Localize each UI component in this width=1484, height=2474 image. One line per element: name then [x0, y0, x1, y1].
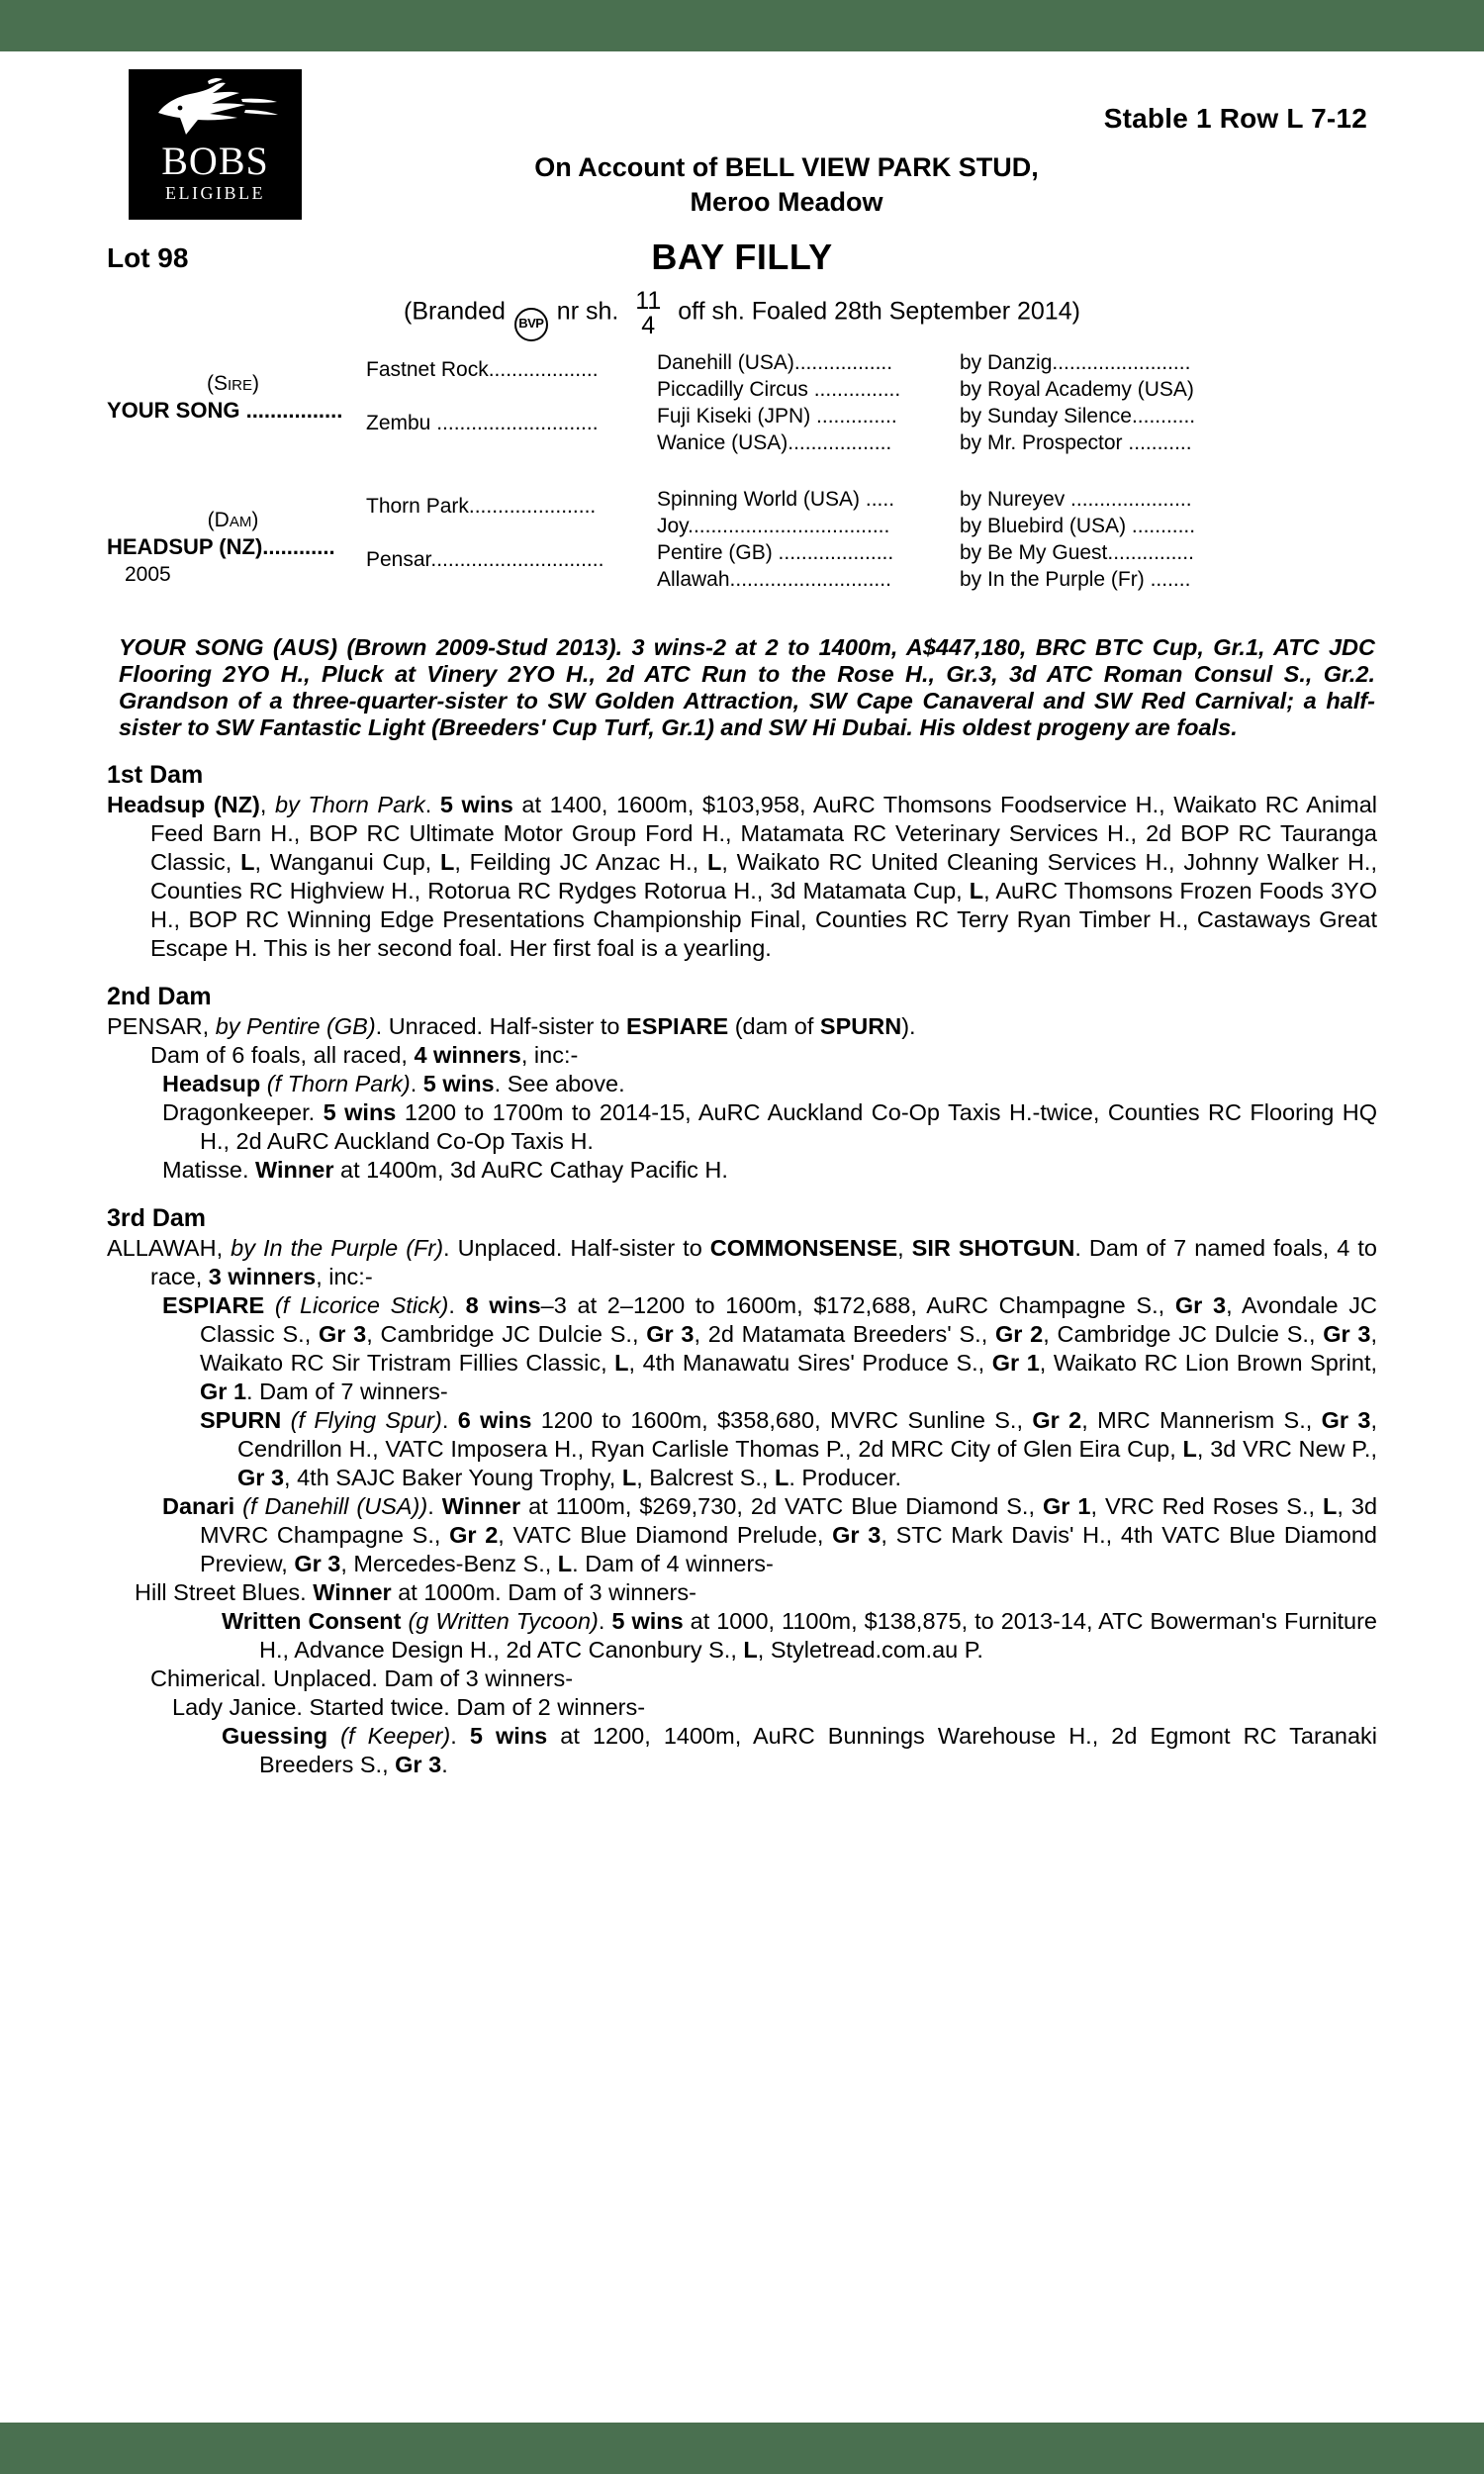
grade-mark: Gr 1	[991, 1350, 1040, 1376]
gp-dots: ............................	[430, 412, 599, 434]
account-line-2: Meroo Meadow	[690, 187, 883, 217]
grade-mark: L	[614, 1350, 629, 1376]
progeny-stat: 5 wins	[323, 1099, 397, 1125]
bobs-logo-subtitle: ELIGIBLE	[165, 183, 265, 203]
relative-espiare: ESPIARE	[626, 1013, 729, 1039]
grade-mark: Gr 2	[1032, 1407, 1082, 1433]
horse-head-icon	[150, 77, 281, 139]
page-content	[0, 51, 1484, 2423]
progeny-body: , VRC Red Roses S.,	[1090, 1493, 1323, 1519]
ggp-by: by Mr. Prospector	[960, 431, 1123, 454]
ggp-name: Danehill (USA)	[657, 351, 794, 374]
grade-mark: Gr 3	[1321, 1407, 1371, 1433]
progeny-body: , Waikato RC Sir Tristram Fillies Classic,	[200, 1321, 1378, 1376]
third-dam-lead: . Unplaced. Half-sister to	[443, 1235, 710, 1261]
ggp-by-dots: ...........	[1131, 405, 1196, 428]
grade-mark: Gr 3	[1174, 1292, 1227, 1318]
progeny-body: –3 at 2–1200 to 1600m, $172,688, AuRC Champagne S.,	[540, 1292, 1175, 1318]
progeny-body: , 4th SAJC Baker Young Trophy,	[284, 1465, 622, 1490]
list-item	[172, 1693, 1377, 1722]
progeny-body: , Avondale JC Classic S.,	[200, 1292, 1377, 1347]
progeny-body: 1200 to 1600m, $358,680, MVRC Sunline S.,	[531, 1407, 1033, 1433]
ggp-by-dots: .......	[1144, 568, 1191, 591]
second-dam-lead-2: (dam of	[728, 1013, 820, 1039]
list-item	[150, 1665, 1377, 1693]
progeny-rest: . See above.	[494, 1071, 625, 1096]
progeny-name: Guessing	[222, 1723, 328, 1749]
progeny-name: SPURN	[200, 1407, 282, 1433]
first-dam-body-4: , Waikato RC United Cleaning Services H., Johnny Walker H., Counties RC Highview H., Rotorua RC Rydges Rotorua H., 3d Matamata Cup,	[150, 849, 1377, 904]
progeny-body: .	[441, 1752, 448, 1777]
progeny-name: ESPIARE	[162, 1292, 265, 1318]
progeny-body: , Waikato RC Lion Brown Sprint,	[1039, 1350, 1377, 1376]
ggp-by: by Danzig	[960, 351, 1053, 374]
sire-summary-paragraph: YOUR SONG (AUS) (Brown 2009-Stud 2013). 3 wins-2 at 2 to 1400m, A$447,180, BRC BTC Cup, Gr.1, ATC JDC Flooring 2YO H., Pluck at Vinery 2YO H., 2d ATC Run to the Rose H., Gr.3, 3d ATC Roman Consul S., Gr.2. Grandson of a three-quarter-sister to SW Golden Attraction, SW Cape Canaveral and SW Red Carnival; a half-sister to SW Fantastic Light (Breeders' Cup Turf, Gr.1) and SW Hi Dubai. His oldest progeny are foals.	[119, 634, 1375, 740]
relative-commonsense: COMMONSENSE	[709, 1235, 898, 1261]
progeny-sire: (f Keeper)	[340, 1723, 451, 1749]
ggp-dots: ....................	[772, 541, 894, 564]
grade-mark: Gr 3	[1323, 1321, 1371, 1347]
progeny-name: Written Consent	[222, 1608, 402, 1634]
dam-dots: ............	[262, 534, 335, 559]
progeny-sire: (g Written Tycoon)	[408, 1608, 599, 1634]
progeny-stat: Winner	[313, 1579, 392, 1605]
third-dam-paragraph: ALLAWAH, by In the Purple (Fr). Unplaced. Half-sister to COMMONSENSE, SIR SHOTGUN. Dam of 7 named foals, 4 to race, 3 winners, inc:-	[107, 1235, 1377, 1289]
ggp-name: Wanice (USA)	[657, 431, 788, 454]
ggp-by: by Sunday Silence	[960, 405, 1132, 428]
second-dam-name: PENSAR	[107, 1013, 203, 1039]
second-dam-damof-line	[150, 1041, 1377, 1070]
progeny-name: Chimerical. Unplaced. Dam of 3 winners-	[150, 1665, 574, 1691]
progeny-sire: (f Flying Spur)	[290, 1407, 442, 1433]
grandparent-dam-sire	[366, 494, 596, 520]
page-title: BAY FILLY	[651, 237, 833, 277]
progeny-body: , 3d VRC New P.,	[1196, 1436, 1377, 1462]
progeny-body: . Dam of 4 winners-	[572, 1551, 774, 1576]
grade-mark: Gr 3	[318, 1321, 367, 1347]
dam-block	[107, 508, 359, 588]
ggp-name-row	[657, 486, 894, 513]
third-dam-heading: 3rd Dam	[107, 1204, 207, 1232]
third-dam-damof: . Dam of 7 named foals, 4 to race,	[150, 1235, 1377, 1289]
grade-mark: L	[1323, 1493, 1338, 1519]
gp-name: Thorn Park	[366, 495, 469, 518]
progeny-body: at 1000, 1100m, $138,875, to 2013-14, ATC Bowerman's Furniture H., Advance Design H., 2d ATC Canonbury S.,	[259, 1608, 1377, 1663]
ggp-by-row	[960, 486, 1192, 513]
grandparent-dam-dam	[366, 547, 603, 573]
ggp-dots: ...............	[807, 378, 901, 401]
grade-mark: Gr 3	[237, 1465, 285, 1490]
progeny-body: , STC Mark Davis' H., 4th VATC Blue Diamond Preview,	[200, 1522, 1377, 1576]
progeny-stat: 5 wins	[422, 1071, 495, 1096]
grade-mark: Gr 2	[449, 1522, 499, 1548]
listed-mark: L	[439, 849, 455, 875]
ggp-by-dots: .....................	[1065, 488, 1192, 511]
progeny-rest: at 1400m, 3d AuRC Cathay Pacific H.	[333, 1157, 728, 1183]
progeny-body: , Cendrillon H., VATC Imposera H., Ryan Carlisle Thomas P., 2d MRC City of Glen Eira Cup,	[237, 1407, 1378, 1462]
grade-mark: Gr 2	[994, 1321, 1044, 1347]
dam-of-text: Dam of 6 foals, all raced,	[150, 1042, 415, 1068]
pedigree-table	[107, 349, 1377, 628]
first-dam-body-2: , Wanganui Cup,	[254, 849, 440, 875]
branded-mid: nr sh.	[556, 297, 619, 326]
second-dam-lead-3: ).	[901, 1013, 916, 1039]
progeny-name: Headsup	[162, 1071, 261, 1096]
ggp-by-row	[960, 349, 1190, 376]
brand-numerator: 11	[635, 287, 662, 315]
ggp-by-row	[960, 429, 1192, 456]
second-dam-paragraph: PENSAR, by Pentire (GB). Unraced. Half-sister to ESPIARE (dam of SPURN).	[107, 1013, 916, 1039]
brand-mark-icon: BVP	[514, 308, 548, 341]
progeny-body: , MRC Mannerism S.,	[1081, 1407, 1322, 1433]
ggp-dots: ..............	[810, 405, 897, 428]
winners-count: 4 winners	[414, 1042, 521, 1068]
progeny-body: . Dam of 7 winners-	[246, 1379, 448, 1404]
progeny-stat: 6 wins	[457, 1407, 532, 1433]
grade-mark: L	[621, 1465, 637, 1490]
brand-denominator: 4	[641, 312, 656, 339]
first-dam-paragraph: Headsup (NZ), by Thorn Park. 5 wins at 1400, 1600m, $103,958, AuRC Thomsons Foodservice H., Waikato RC Animal Feed Barn H., BOP RC Ultimate Motor Group Ford H., Matamata RC Veterinary Services H., 2d BOP RC Tauranga Classic, L, Wanganui Cup, L, Feilding JC Anzac H., L, Waikato RC United Cleaning Services H., Johnny Walker H., Counties RC Highview H., Rotorua RC Rydges Rotorua H., 3d Matamata Cup, L, AuRC Thomsons Frozen Foods 3YO H., BOP RC Winning Edge Presentations Championship Final, Counties RC Terry Ryan Timber H., Castaways Great Escape H. This is her second foal. Her first foal is a yearling.	[107, 792, 1377, 961]
progeny-body: , Styletread.com.au P.	[757, 1637, 983, 1663]
progeny-stat: 5 wins	[469, 1723, 548, 1749]
grade-mark: L	[774, 1465, 789, 1490]
ggp-by-row	[960, 539, 1194, 566]
ggp-name-row	[657, 539, 893, 566]
list-item: Written Consent (g Written Tycoon). 5 wins at 1000, 1100m, $138,875, to 2013-14, ATC Bowerman's Furniture H., Advance Design H., 2d ATC Canonbury S., L, Styletread.com.au P.	[222, 1608, 1377, 1663]
ggp-name-row	[657, 349, 892, 376]
dam-tag: (Dam)	[207, 509, 259, 531]
gp-name: Fastnet Rock	[366, 358, 489, 381]
sire-name-row	[107, 397, 359, 425]
progeny-body: , Cambridge JC Dulcie S.,	[366, 1321, 647, 1347]
sire-dots: ................	[239, 398, 343, 423]
progeny-name: Hill Street Blues.	[135, 1579, 307, 1605]
first-dam-body-3: , Feilding JC Anzac H.,	[454, 849, 707, 875]
dam-of-end: , inc:-	[316, 1264, 373, 1289]
ggp-name: Pentire (GB)	[657, 541, 773, 564]
ggp-name: Allawah	[657, 568, 730, 591]
grade-mark: L	[743, 1637, 758, 1663]
ggp-name-row	[657, 429, 891, 456]
progeny-sire: (f Danehill (USA))	[242, 1493, 428, 1519]
sire-block	[107, 371, 359, 425]
third-dam-sire: by In the Purple (Fr)	[231, 1235, 444, 1261]
progeny-stat: Winner	[255, 1157, 334, 1183]
progeny-body: at 1200, 1400m, AuRC Bunnings Warehouse H., 2d Egmont RC Taranaki Breeders S.,	[259, 1723, 1378, 1777]
list-item: Headsup (f Thorn Park). 5 wins. See above.	[162, 1071, 625, 1096]
list-item: Danari (f Danehill (USA)). Winner at 1100m, $269,730, 2d VATC Blue Diamond S., Gr 1, VRC Red Roses S., L, 3d MVRC Champagne S., Gr 2, VATC Blue Diamond Prelude, Gr 3, STC Mark Davis' H., 4th VATC Blue Diamond Preview, Gr 3, Mercedes-Benz S., L. Dam of 4 winners-	[162, 1493, 1378, 1576]
progeny-name: Dragonkeeper.	[162, 1099, 316, 1125]
first-dam-wins: 5 wins	[439, 792, 513, 817]
ggp-by: by Nureyev	[960, 488, 1066, 511]
progeny-stat: 8 wins	[465, 1292, 541, 1318]
sire-tag: (Sire)	[206, 372, 259, 395]
ggp-by-row	[960, 376, 1194, 403]
dam-year: 2005	[125, 563, 171, 586]
ggp-dots: ............................	[729, 568, 891, 591]
ggp-by-row	[960, 403, 1195, 429]
ggp-name-row	[657, 513, 889, 539]
ggp-dots: ...................................	[688, 515, 890, 537]
progeny-body: , 4th Manawatu Sires' Produce S.,	[628, 1350, 992, 1376]
top-border-band	[0, 0, 1484, 51]
dam-name: HEADSUP (NZ)	[107, 534, 263, 559]
branded-suffix: off sh. Foaled 28th September 2014)	[678, 297, 1080, 326]
ggp-name-row	[657, 376, 900, 403]
grade-mark: Gr 3	[646, 1321, 695, 1347]
progeny-rest: at 1000m. Dam of 3 winners-	[391, 1579, 696, 1605]
progeny-body: , Balcrest S.,	[636, 1465, 775, 1490]
list-item: SPURN (f Flying Spur). 6 wins 1200 to 1600m, $358,680, MVRC Sunline S., Gr 2, MRC Mannerism S., Gr 3, Cendrillon H., VATC Imposera H., Ryan Carlisle Thomas P., 2d MRC City of Glen Eira Cup, L, 3d VRC New P., Gr 3, 4th SAJC Baker Young Trophy, L, Balcrest S., L. Producer.	[200, 1407, 1378, 1490]
list-item: ESPIARE (f Licorice Stick). 8 wins–3 at 2–1200 to 1600m, $172,688, AuRC Champagne S., Gr 3, Avondale JC Classic S., Gr 3, Cambridge JC Dulcie S., Gr 3, 2d Matamata Breeders' S., Gr 2, Cambridge JC Dulcie S., Gr 3, Waikato RC Sir Tristram Fillies Classic, L, 4th Manawatu Sires' Produce S., Gr 1, Waikato RC Lion Brown Sprint, Gr 1. Dam of 7 winners-	[162, 1292, 1378, 1404]
progeny-body: , Cambridge JC Dulcie S.,	[1043, 1321, 1324, 1347]
dam-of-end: , inc:-	[520, 1042, 579, 1068]
ggp-by-dots: ...........	[1122, 431, 1192, 454]
progeny-sire: (f Thorn Park)	[266, 1071, 411, 1096]
progeny-body: , VATC Blue Diamond Prelude,	[498, 1522, 833, 1548]
progeny-body: . Producer.	[788, 1465, 901, 1490]
gp-dots: ......................	[468, 495, 597, 518]
grade-mark: Gr 1	[200, 1379, 247, 1404]
progeny-body: , 2d Matamata Breeders' S.,	[694, 1321, 995, 1347]
grade-mark: Gr 3	[294, 1551, 341, 1576]
listed-mark: L	[969, 878, 984, 904]
ggp-by-row	[960, 566, 1190, 593]
grade-mark: L	[1182, 1436, 1197, 1462]
ggp-name: Spinning World (USA)	[657, 488, 861, 511]
bobs-logo-text: BOBS	[161, 139, 269, 183]
ggp-name: Piccadilly Circus	[657, 378, 808, 401]
ggp-name-row	[657, 403, 897, 429]
relative-separator: ,	[897, 1235, 912, 1261]
first-dam-name: Headsup (NZ)	[107, 792, 260, 817]
grandparent-sire-dam	[366, 411, 599, 436]
progeny-body: , Mercedes-Benz S.,	[340, 1551, 558, 1576]
progeny-stat: Winner	[441, 1493, 521, 1519]
second-dam-sire: by Pentire (GB)	[215, 1013, 376, 1039]
ggp-name: Fuji Kiseki (JPN)	[657, 405, 811, 428]
ggp-by: by In the Purple (Fr)	[960, 568, 1145, 591]
ggp-name: Joy	[657, 515, 689, 537]
ggp-by-dots: ...........	[1126, 515, 1196, 537]
ggp-by: by Royal Academy (USA)	[960, 378, 1194, 401]
progeny-body: at 1100m, $269,730, 2d VATC Blue Diamond S.,	[520, 1493, 1043, 1519]
progeny-name: Matisse.	[162, 1157, 249, 1183]
dam-tag-label: Dam	[214, 509, 252, 531]
listed-mark: L	[240, 849, 255, 875]
relative-spurn: SPURN	[819, 1013, 902, 1039]
progeny-rest: 1200 to 1700m to 2014-15, AuRC Auckland Co-Op Taxis H.-twice, Counties RC Flooring HQ H., 2d AuRC Auckland Co-Op Taxis H.	[200, 1099, 1378, 1154]
bottom-border-band	[0, 2423, 1484, 2474]
ggp-dots: ..................	[788, 431, 892, 454]
third-dam-name: ALLAWAH	[107, 1235, 217, 1261]
branded-prefix: (Branded	[404, 297, 506, 326]
first-dam-body-1: at 1400, 1600m, $103,958, AuRC Thomsons Foodservice H., Waikato RC Animal Feed Barn H., BOP RC Ultimate Motor Group Ford H., Matamata RC Veterinary Services H., 2d BOP RC Tauranga Classic,	[150, 792, 1377, 875]
progeny-name: Danari	[162, 1493, 235, 1519]
sire-name: YOUR SONG	[107, 398, 240, 423]
ggp-by: by Bluebird (USA)	[960, 515, 1127, 537]
progeny-name: Lady Janice. Started twice. Dam of 2 winners-	[172, 1694, 646, 1720]
lot-title-zone	[107, 235, 1377, 345]
list-item	[135, 1098, 1377, 1156]
progeny-stat: 5 wins	[611, 1608, 684, 1634]
first-dam-body-5: , AuRC Thomsons Frozen Foods 3YO H., BOP RC Winning Edge Presentations Championship Final, Counties RC Terry Ryan Timber H., Castaways Great Escape H. This is her second foal. Her first foal is a yearling.	[150, 878, 1377, 961]
progeny-sire: (f Licorice Stick)	[274, 1292, 449, 1318]
grade-mark: Gr 1	[1042, 1493, 1091, 1519]
gp-dots: ...................	[488, 358, 599, 381]
gp-name: Zembu	[366, 412, 431, 434]
second-dam-heading: 2nd Dam	[107, 983, 212, 1010]
grandparent-sire-sire	[366, 357, 599, 383]
ggp-by-dots: ...............	[1107, 541, 1194, 564]
progeny-body: , 3d MVRC Champagne S.,	[200, 1493, 1378, 1548]
sire-tag-label: Sire	[213, 372, 252, 395]
stable-row-label: Stable 1 Row L 7-12	[1103, 103, 1367, 134]
ggp-dots: .....	[860, 488, 895, 511]
vendor-account-line	[107, 150, 1377, 220]
lot-number: Lot 98	[107, 242, 189, 273]
first-dam-heading: 1st Dam	[107, 761, 204, 789]
grade-mark: L	[557, 1551, 573, 1576]
ggp-by-row	[960, 513, 1195, 539]
dam-name-row	[107, 533, 359, 561]
gp-dots: ..............................	[430, 548, 604, 571]
second-dam-lead: . Unraced. Half-sister to	[375, 1013, 627, 1039]
list-item	[135, 1578, 1377, 1607]
ggp-by-dots: ........................	[1052, 351, 1191, 374]
list-item	[135, 1156, 1377, 1185]
list-item: Guessing (f Keeper). 5 wins at 1200, 1400m, AuRC Bunnings Warehouse H., 2d Egmont RC Taranaki Breeders S., Gr 3.	[222, 1723, 1378, 1777]
branding-line	[107, 288, 1377, 341]
first-dam-sire: by Thorn Park	[274, 792, 425, 817]
ggp-name-row	[657, 566, 891, 593]
account-line-1: On Account of BELL VIEW PARK STUD,	[534, 152, 1039, 182]
relative-sir-shotgun: SIR SHOTGUN	[911, 1235, 1075, 1261]
ggp-by: by Be My Guest	[960, 541, 1108, 564]
brand-number-fraction	[635, 289, 661, 338]
page-header	[107, 51, 1377, 235]
gp-name: Pensar	[366, 548, 431, 571]
winners-count: 3 winners	[208, 1264, 317, 1289]
grade-mark: Gr 3	[832, 1522, 881, 1548]
listed-mark: L	[706, 849, 722, 875]
grade-mark: Gr 3	[395, 1752, 442, 1777]
ggp-dots: .................	[793, 351, 893, 374]
